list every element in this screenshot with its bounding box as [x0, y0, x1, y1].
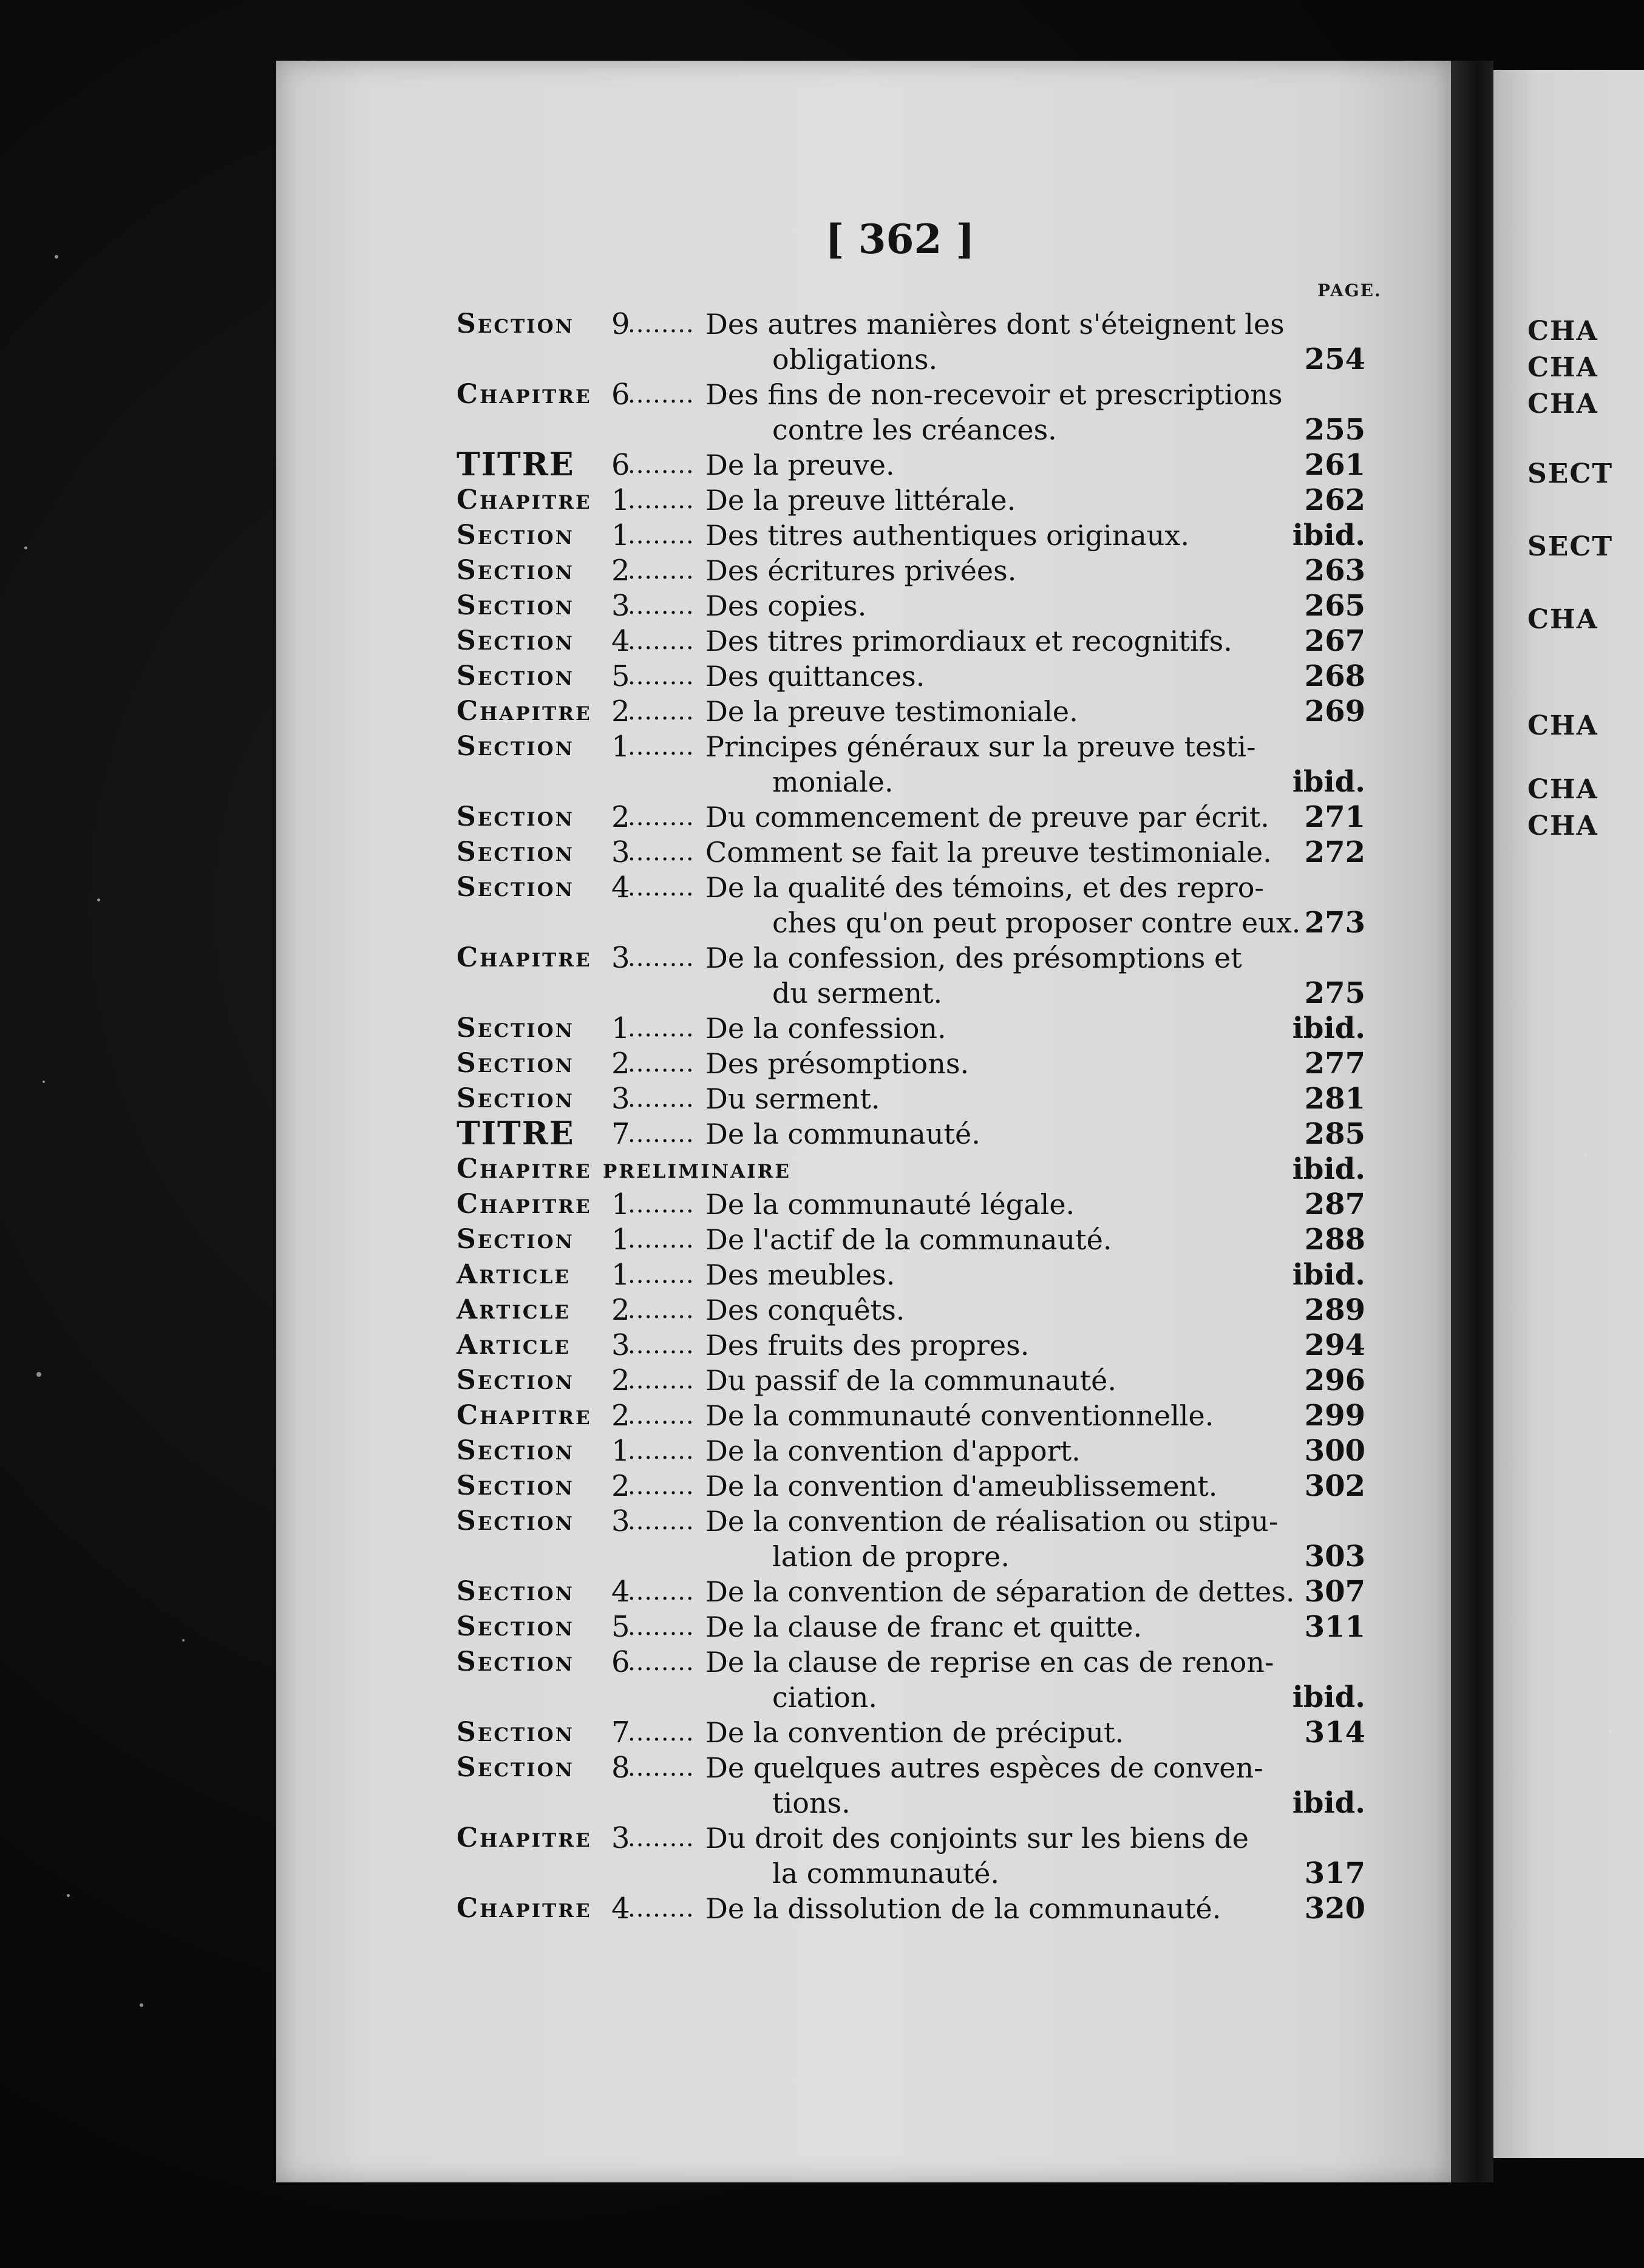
leader-dots: ........: [628, 1120, 695, 1148]
toc-entry-number: 4: [611, 624, 630, 658]
scan-speck: [67, 1894, 70, 1897]
toc-entry-title: Des titres primordiaux et recognitifs.: [705, 625, 1232, 657]
toc-entry-title: Des copies.: [705, 589, 867, 622]
leader-dots: ........: [628, 662, 695, 690]
toc-entry-page: 299: [1304, 1399, 1365, 1433]
toc-entry-label: Section: [457, 555, 574, 586]
toc-entry-title-continued: ciation.: [772, 1681, 878, 1714]
toc-entry-title: Des meubles.: [705, 1258, 895, 1291]
toc-entry-page: 289: [1304, 1293, 1365, 1327]
toc-entry-title: De la convention d'ameublissement.: [705, 1470, 1218, 1502]
leader-dots: ........: [628, 557, 695, 585]
toc-entry-page: 268: [1304, 659, 1365, 693]
toc-line: [457, 1856, 1398, 1891]
facing-page-label: CHA: [1527, 352, 1598, 383]
toc-entry-number: 1: [611, 730, 630, 764]
toc-entry-page: 300: [1304, 1434, 1365, 1468]
toc-line: [457, 729, 1398, 764]
toc-line: [457, 1011, 1398, 1046]
toc-entry-title-continued: lation de propre.: [772, 1540, 1010, 1573]
leader-dots: ........: [628, 1226, 695, 1254]
toc-entry-number: 2: [611, 554, 630, 588]
toc-entry-label: Section: [457, 1506, 574, 1536]
scan-speck: [182, 1639, 185, 1642]
toc-entry-page: 311: [1304, 1610, 1365, 1644]
toc-line: [457, 518, 1398, 553]
toc-entry-title: Des quittances.: [705, 660, 925, 693]
toc-entry-label: TITRE: [457, 446, 575, 483]
toc-line: [457, 1328, 1398, 1363]
toc-entry-title: De la convention de préciput.: [705, 1716, 1124, 1749]
toc-line: [457, 553, 1398, 588]
toc-entry-number: 7: [611, 1117, 630, 1151]
toc-line: [457, 1222, 1398, 1257]
scan-speck: [1609, 1730, 1612, 1733]
toc-line: [457, 764, 1398, 800]
toc-line: [457, 483, 1398, 518]
toc-entry-title: Des conquêts.: [705, 1294, 905, 1326]
leader-dots: ........: [628, 874, 695, 901]
toc-entry-title-continued: tions.: [772, 1787, 851, 1819]
toc-entry-title: De la communauté.: [705, 1118, 980, 1150]
toc-entry-title: De la preuve.: [705, 449, 895, 481]
toc-entry-title: Des titres authentiques originaux.: [705, 519, 1189, 552]
toc-entry-title: De la preuve littérale.: [705, 484, 1016, 517]
toc-entry-page: ibid.: [1292, 1258, 1365, 1292]
toc-entry-page: 263: [1304, 554, 1365, 588]
leader-dots: ........: [628, 1578, 695, 1606]
toc-entry-label: Section: [457, 1717, 574, 1748]
toc-line: [457, 1292, 1398, 1328]
toc-entry-number: 6: [611, 448, 630, 482]
leader-dots: ........: [628, 1507, 695, 1535]
leader-dots: ........: [628, 1014, 695, 1042]
toc-entry-page: 302: [1304, 1469, 1365, 1503]
toc-entry-number: 1: [611, 1011, 630, 1045]
leader-dots: ........: [628, 1296, 695, 1324]
toc-entry-number: 2: [611, 1399, 630, 1433]
toc-line: [457, 1645, 1398, 1680]
toc-entry-page: 294: [1304, 1328, 1365, 1362]
toc-entry-page: 271: [1304, 800, 1365, 834]
toc-entry-label: Chapitre: [457, 379, 592, 410]
toc-line: [457, 1116, 1398, 1152]
toc-entry-page: 265: [1304, 589, 1365, 623]
page-number-header: [ 362 ]: [825, 216, 975, 263]
toc-entry-label: Section: [457, 625, 574, 656]
facing-page-label: CHA: [1527, 774, 1598, 805]
toc-entry-title-continued: du serment.: [772, 977, 943, 1010]
toc-entry-number: 1: [611, 483, 630, 517]
leader-dots: ........: [628, 733, 695, 761]
toc-entry-number: 3: [611, 941, 630, 975]
facing-page-label: CHA: [1527, 710, 1598, 741]
toc-entry-number: 1: [611, 1223, 630, 1257]
leader-dots: ........: [628, 1613, 695, 1641]
leader-dots: ........: [628, 803, 695, 831]
toc-entry-label: Article: [457, 1259, 571, 1290]
toc-line: [457, 1081, 1398, 1116]
toc-entry-title: De la confession.: [705, 1012, 946, 1045]
toc-entry-title: De la confession, des présomptions et: [705, 942, 1242, 974]
toc-entry-page: 281: [1304, 1082, 1365, 1116]
toc-entry-number: 8: [611, 1751, 630, 1785]
toc-entry-number: 5: [611, 1610, 630, 1644]
leader-dots: ........: [628, 1824, 695, 1852]
leader-dots: ........: [628, 1895, 695, 1923]
toc-entry-title: De la clause de franc et quitte.: [705, 1611, 1143, 1643]
toc-entry-title: De quelques autres espèces de conven-: [705, 1751, 1263, 1784]
toc-entry-label: Section: [457, 1435, 574, 1466]
toc-entry-label: Section: [457, 1576, 574, 1607]
toc-line: [457, 1187, 1398, 1222]
toc-entry-page: 317: [1304, 1856, 1365, 1890]
toc-line: [457, 835, 1398, 870]
toc-entry-number: 2: [611, 1363, 630, 1397]
toc-entry-page: 267: [1304, 624, 1365, 658]
toc-entry-number: 1: [611, 518, 630, 552]
toc-entry-label: Article: [457, 1329, 571, 1360]
toc-entry-number: 1: [611, 1434, 630, 1468]
toc-entry-label: Section: [457, 590, 574, 621]
toc-line: [457, 694, 1398, 729]
toc-entry-number: 2: [611, 1469, 630, 1503]
facing-page-label: CHA: [1527, 389, 1598, 419]
table-of-contents: [457, 307, 1398, 1926]
facing-page-label: CHA: [1527, 810, 1598, 841]
toc-entry-label: Section: [457, 1013, 574, 1044]
toc-entry-page: ibid.: [1292, 1680, 1365, 1714]
leader-dots: ........: [628, 1648, 695, 1676]
toc-entry-label: Chapitre: [457, 942, 592, 973]
toc-entry-page: 277: [1304, 1047, 1365, 1081]
toc-entry-title: De la convention d'apport.: [705, 1434, 1081, 1467]
leader-dots: ........: [628, 451, 695, 479]
toc-entry-number: 5: [611, 659, 630, 693]
toc-entry-label: Section: [457, 872, 574, 903]
toc-entry-number: 3: [611, 1328, 630, 1362]
toc-entry-label: TITRE: [457, 1115, 575, 1152]
toc-line: [457, 1891, 1398, 1926]
toc-entry-number: 4: [611, 1892, 630, 1926]
toc-line: [457, 1680, 1398, 1715]
toc-entry-number: 3: [611, 835, 630, 869]
toc-line: [457, 623, 1398, 659]
toc-entry-label: Section: [457, 1470, 574, 1501]
toc-line: [457, 447, 1398, 483]
leader-dots: ........: [628, 1472, 695, 1500]
toc-entry-number: 1: [611, 1258, 630, 1292]
toc-entry-number: 3: [611, 1821, 630, 1855]
toc-entry-page: ibid.: [1292, 1786, 1365, 1820]
toc-entry-number: 3: [611, 1082, 630, 1116]
toc-line: [457, 976, 1398, 1011]
toc-line: [457, 377, 1398, 412]
toc-entry-label: Chapitre: [457, 1822, 592, 1853]
toc-entry-label: Section: [457, 837, 574, 867]
toc-entry-title-continued: la communauté.: [772, 1857, 1000, 1890]
scan-speck: [55, 255, 58, 259]
toc-entry-page: 307: [1304, 1575, 1365, 1609]
toc-entry-label: Section: [457, 801, 574, 832]
leader-dots: ........: [628, 521, 695, 549]
toc-entry-label: Section: [457, 1646, 574, 1677]
toc-entry-label: Section: [457, 1752, 574, 1783]
toc-entry-label: Section: [457, 1048, 574, 1079]
facing-page-label: SECT: [1527, 458, 1614, 489]
toc-entry-number: 6: [611, 378, 630, 412]
toc-line: [457, 1750, 1398, 1785]
leader-dots: ........: [628, 1331, 695, 1359]
toc-line: [457, 1609, 1398, 1645]
facing-page-label: CHA: [1527, 316, 1598, 347]
toc-entry-label: Chapitre: [457, 1189, 592, 1220]
toc-entry-label: Chapitre: [457, 1400, 592, 1431]
toc-entry-number: 6: [611, 1645, 630, 1679]
toc-entry-number: 2: [611, 1047, 630, 1081]
scan-speck: [1585, 1153, 1587, 1156]
toc-line: [457, 1433, 1398, 1468]
toc-line: [457, 1398, 1398, 1433]
toc-line: [457, 1046, 1398, 1081]
toc-entry-title-continued: obligations.: [772, 343, 938, 376]
toc-entry-title: De la preuve testimoniale.: [705, 695, 1078, 728]
toc-entry-title: De la communauté conventionnelle.: [705, 1399, 1214, 1432]
toc-entry-number: 3: [611, 589, 630, 623]
toc-line: [457, 870, 1398, 905]
leader-dots: ........: [628, 1437, 695, 1465]
toc-line: [457, 307, 1398, 342]
toc-entry-label: Section: [457, 520, 574, 551]
toc-entry-title: De la dissolution de la communauté.: [705, 1892, 1221, 1925]
toc-entry-page: 261: [1304, 448, 1365, 482]
toc-entry-page: 287: [1304, 1187, 1365, 1221]
toc-entry-label: Chapitre: [457, 696, 592, 727]
toc-entry-title: De la qualité des témoins, et des repro-: [705, 871, 1264, 904]
toc-entry-title: De la convention de réalisation ou stipu-: [705, 1505, 1279, 1538]
toc-entry-page: 303: [1304, 1540, 1365, 1574]
toc-line: [457, 1821, 1398, 1856]
toc-entry-page: 269: [1304, 694, 1365, 728]
toc-entry-title: Des fruits des propres.: [705, 1329, 1030, 1362]
toc-line: [457, 1574, 1398, 1609]
toc-line: [457, 588, 1398, 623]
facing-page-fragment: [1493, 70, 1644, 2158]
leader-dots: ........: [628, 944, 695, 972]
toc-entry-number: 4: [611, 1575, 630, 1609]
book-gutter: [1451, 61, 1493, 2182]
toc-entry-label: Section: [457, 1611, 574, 1642]
toc-entry-number: 3: [611, 1504, 630, 1538]
toc-entry-number: 2: [611, 694, 630, 728]
scan-speck: [36, 1372, 41, 1377]
leader-dots: ........: [628, 1050, 695, 1078]
toc-entry-title: Du passif de la communauté.: [705, 1364, 1116, 1397]
toc-entry-page: ibid.: [1292, 1152, 1365, 1186]
toc-entry-page: ibid.: [1292, 765, 1365, 799]
leader-dots: ........: [628, 1754, 695, 1782]
toc-entry-number: 7: [611, 1716, 630, 1750]
toc-entry-label: Article: [457, 1294, 571, 1325]
scan-speck: [140, 2003, 143, 2007]
leader-dots: ........: [628, 1085, 695, 1113]
toc-entry-page: 275: [1304, 976, 1365, 1010]
toc-entry-title: Des autres manières dont s'éteignent les: [705, 308, 1285, 341]
toc-entry-page: 314: [1304, 1716, 1365, 1750]
toc-entry-page: 320: [1304, 1892, 1365, 1926]
facing-page-label: CHA: [1527, 604, 1598, 635]
toc-line: [457, 1504, 1398, 1539]
toc-line: [457, 940, 1398, 976]
toc-line: [457, 659, 1398, 694]
toc-entry-title-continued: moniale.: [772, 766, 894, 798]
toc-line: [457, 1257, 1398, 1292]
toc-entry-title: Des fins de non-recevoir et prescriptions: [705, 378, 1283, 411]
toc-line: [457, 1468, 1398, 1504]
toc-line: [457, 905, 1398, 940]
toc-entry-page: 273: [1304, 906, 1365, 940]
leader-dots: ........: [628, 592, 695, 620]
scan-speck: [42, 1081, 45, 1083]
toc-entry-page: ibid.: [1292, 1011, 1365, 1045]
leader-dots: ........: [628, 381, 695, 409]
toc-entry-label: Chapitre preliminaire: [457, 1153, 792, 1184]
toc-entry-page: 272: [1304, 835, 1365, 869]
toc-entry-label: Section: [457, 1083, 574, 1114]
facing-page-label: SECT: [1527, 531, 1614, 562]
toc-line: [457, 412, 1398, 447]
toc-entry-number: 2: [611, 1293, 630, 1327]
toc-entry-title: Du commencement de preuve par écrit.: [705, 801, 1269, 834]
leader-dots: ........: [628, 486, 695, 514]
leader-dots: ........: [628, 1719, 695, 1747]
toc-entry-title: Du droit des conjoints sur les biens de: [705, 1822, 1249, 1855]
toc-entry-title: Du serment.: [705, 1082, 880, 1115]
toc-entry-number: 9: [611, 307, 630, 341]
toc-entry-title: Principes généraux sur la preuve testi-: [705, 730, 1256, 763]
toc-entry-title-continued: ches qu'on peut proposer contre eux.: [772, 906, 1301, 939]
leader-dots: ........: [628, 838, 695, 866]
toc-entry-number: 1: [611, 1187, 630, 1221]
toc-entry-title: Comment se fait la preuve testimoniale.: [705, 836, 1272, 869]
toc-entry-page: 296: [1304, 1363, 1365, 1397]
toc-line: [457, 342, 1398, 377]
toc-entry-page: 254: [1304, 342, 1365, 376]
toc-entry-label: Section: [457, 1224, 574, 1255]
toc-entry-title: De l'actif de la communauté.: [705, 1223, 1112, 1256]
toc-entry-label: Section: [457, 1365, 574, 1396]
page-column-label: PAGE.: [1317, 280, 1382, 300]
toc-entry-label: Chapitre: [457, 484, 592, 515]
leader-dots: ........: [628, 627, 695, 655]
leader-dots: ........: [628, 310, 695, 338]
toc-line: [457, 1152, 1398, 1187]
leader-dots: ........: [628, 1367, 695, 1394]
toc-entry-number: 2: [611, 800, 630, 834]
toc-entry-title: De la convention de séparation de dettes.: [705, 1575, 1295, 1608]
toc-line: [457, 1539, 1398, 1574]
leader-dots: ........: [628, 1190, 695, 1218]
toc-entry-page: ibid.: [1292, 518, 1365, 552]
toc-entry-page: 285: [1304, 1117, 1365, 1151]
toc-entry-label: Section: [457, 731, 574, 762]
toc-entry-page: 262: [1304, 483, 1365, 517]
toc-line: [457, 1785, 1398, 1821]
toc-entry-title: Des écritures privées.: [705, 554, 1017, 587]
toc-entry-title: De la communauté légale.: [705, 1188, 1075, 1221]
toc-line: [457, 1715, 1398, 1750]
toc-entry-page: 288: [1304, 1223, 1365, 1257]
toc-entry-title: De la clause de reprise en cas de renon-: [705, 1646, 1274, 1679]
toc-entry-title-continued: contre les créances.: [772, 413, 1057, 446]
toc-line: [457, 800, 1398, 835]
leader-dots: ........: [628, 1261, 695, 1289]
toc-line: [457, 1363, 1398, 1398]
toc-entry-label: Chapitre: [457, 1893, 592, 1924]
toc-entry-page: 255: [1304, 413, 1365, 447]
toc-entry-number: 4: [611, 871, 630, 905]
scan-speck: [24, 546, 27, 549]
toc-entry-label: Section: [457, 660, 574, 691]
scan-speck: [97, 898, 100, 901]
leader-dots: ........: [628, 1402, 695, 1430]
leader-dots: ........: [628, 698, 695, 725]
toc-entry-title: Des présomptions.: [705, 1047, 970, 1080]
toc-entry-label: Section: [457, 308, 574, 339]
